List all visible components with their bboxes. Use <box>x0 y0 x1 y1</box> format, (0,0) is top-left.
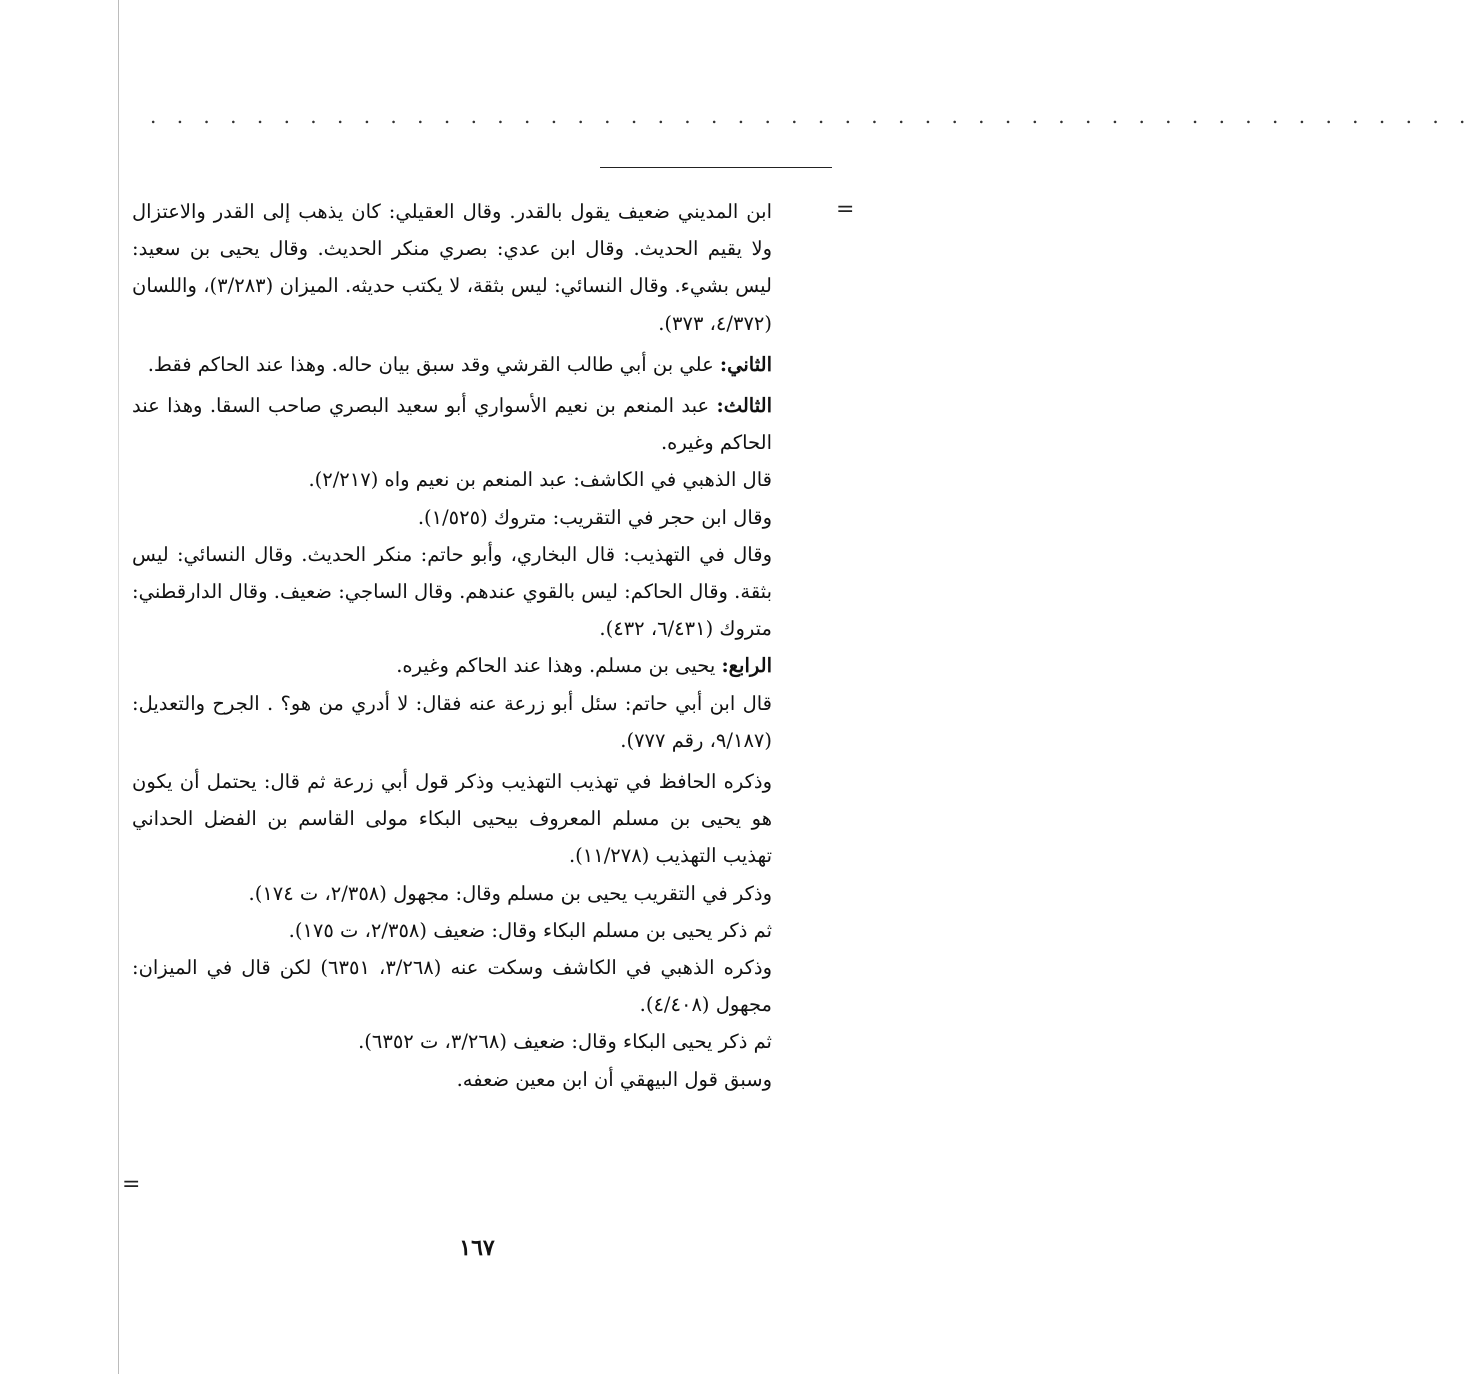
page-number: ١٦٧ <box>459 1235 495 1261</box>
footnote-paragraph: وذكره الذهبي في الكاشف وسكت عنه (٣/٢٦٨، ٦٣٥١) لكن قال في الميزان: مجهول (٤/٤٠٨). <box>132 956 772 1017</box>
section-label: الثالث: <box>716 394 772 418</box>
footnote-text-block <box>132 193 772 1098</box>
dot-leader: . . . . . . . . . . . . . . . . . . . . . . . . . . . . . . . . . . . . . . . . . . . . . . . . . . <box>150 104 1472 128</box>
footnote-paragraph: الثالث: عبد المنعم بن نعيم الأسواري أبو سعيد البصري صاحب السقا. وهذا عند الحاكم وغيره. <box>132 394 772 455</box>
footnote-paragraph: قال الذهبي في الكاشف: عبد المنعم بن نعيم واه (٢/٢١٧). <box>308 468 772 492</box>
continuation-mark-top: = <box>836 197 855 222</box>
section-label: الثاني: <box>719 352 772 376</box>
footnote-paragraph: وقال ابن حجر في التقريب: متروك (١/٥٢٥). <box>417 505 772 529</box>
footnote-paragraph: ابن المديني ضعيف يقول بالقدر. وقال العقيلي: كان يذهب إلى القدر والاعتزال ولا يقيم الحديث. وقال ابن عدي: بصري منكر الحديث. وقال يحيى بن سعيد: ليس بشيء. وقال النسائي: ليس بثقة، لا يكتب حديثه. الميزان (٣/٢٨٣)، واللسان (٤/٣٧٢، ٣٧٣). <box>132 200 772 335</box>
footnote-paragraph: وسبق قول البيهقي أن ابن معين ضعفه. <box>456 1067 772 1091</box>
footnote-paragraph: ثم ذكر يحيى البكاء وقال: ضعيف (٣/٢٦٨، ت ٦٣٥٢). <box>358 1030 772 1054</box>
footnote-paragraph: قال ابن أبي حاتم: سئل أبو زرعة عنه فقال: لا أدري من هو؟ . الجرح والتعديل: (٩/١٨٧، رقم ٧٧٧). <box>132 691 772 752</box>
footnote-paragraph: وقال في التهذيب: قال البخاري، وأبو حاتم: منكر الحديث. وقال النسائي: ليس بثقة. وقال الحاكم: ليس بالقوي عندهم. وقال الساجي: ضعيف. وقال الدارقطني: متروك (٦/٤٣١، ٤٣٢). <box>132 542 772 641</box>
footnote-paragraph: ثم ذكر يحيى بن مسلم البكاء وقال: ضعيف (٢/٣٥٨، ت ١٧٥). <box>288 918 772 942</box>
scan-edge-line <box>118 0 119 1374</box>
footnote-separator-rule <box>600 167 832 168</box>
footnote-paragraph: وذكر في التقريب يحيى بن مسلم وقال: مجهول (٢/٣٥٨، ت ١٧٤). <box>248 881 772 905</box>
footnote-paragraph: الرابع: يحيى بن مسلم. وهذا عند الحاكم وغيره. <box>396 654 772 678</box>
section-label: الرابع: <box>721 654 772 678</box>
footnote-paragraph: وذكره الحافظ في تهذيب التهذيب وذكر قول أبي زرعة ثم قال: يحتمل أن يكون هو يحيى بن مسلم المعروف بيحيى البكاء مولى القاسم بن الفضل الحداني تهذيب التهذيب (١١/٢٧٨). <box>132 770 772 868</box>
footnote-paragraph: الثاني: علي بن أبي طالب القرشي وقد سبق بيان حاله. وهذا عند الحاكم فقط. <box>147 352 772 376</box>
continuation-mark-bottom: = <box>122 1172 141 1197</box>
